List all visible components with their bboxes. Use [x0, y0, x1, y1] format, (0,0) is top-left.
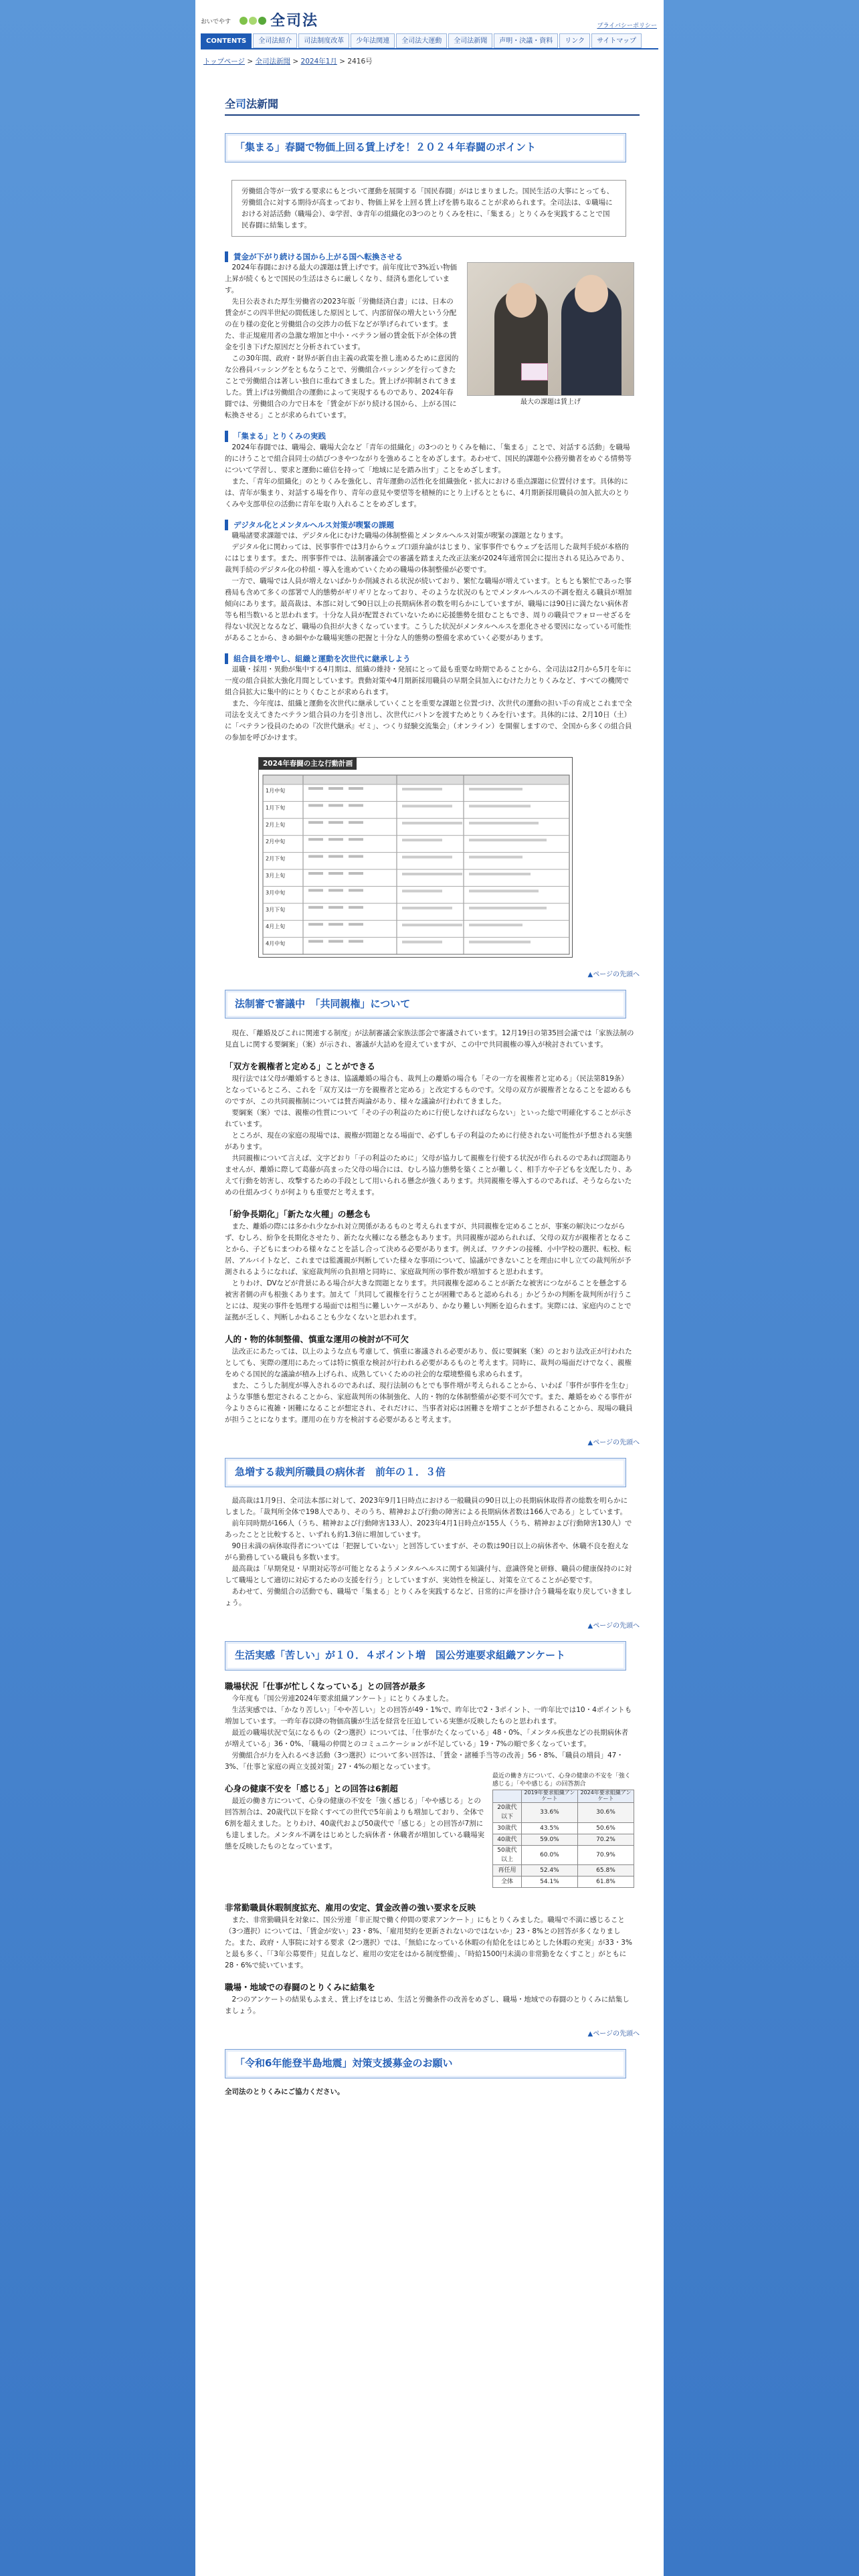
- paragraph: 退職・採用・異動が集中する4月期は、組織の維持・発展にとって最も重要な時期であることから、全司法は2月から5月を年に一度の組合員拡大強化月間としています。貴動対策や4月期新採用職員の早期全員加入にむけた力とりくみなど、すべての機関で組合員拡大に集中的にとりくむことが求められます。: [225, 665, 632, 696]
- article5-title: 「令和6年能登半島地震」対策支援募金のお願い: [225, 2049, 626, 2078]
- schedule-row-label: 2月中旬: [266, 838, 286, 845]
- nav-item-campaign[interactable]: 全司法大運動: [396, 33, 447, 48]
- schedule-row-label: 3月上旬: [266, 872, 286, 879]
- article4-section3-heading: 非常勤職員休暇制度拡充、雇用の安定、賃金改善の強い要求を反映: [225, 1903, 476, 1913]
- paragraph: 90日未満の病休取得者については「把握していない」と回答していますが、その数は90日以上の病休者や、休職不良を抱えながら勤務している職員も多数います。: [225, 1542, 629, 1562]
- paragraph: また、「青年の組織化」のとりくみを強化し、青年運動の活性化を組織強化・拡大における重点課題に位置付けます。具体的には、青年が集まり、対話する場を作り、青年の意見や要望等を積極的にとり上げるとともに、4月期新採用職員の加入拡大のとりくみや支部単位の活動に青年を取り入れることをめざします。: [225, 477, 630, 508]
- site-logo[interactable]: 全司法: [270, 13, 319, 29]
- paragraph: 最高裁は「早期発見・早期対応等が可能となるようメンタルヘルスに関する知識付与、意識啓発と研修、職員の健康保持のに対して職場として適切に対応するための支援を行う」としていますが、実効性を検証し、対策を立てることが必要です。: [225, 1565, 632, 1585]
- nav-item-statements[interactable]: 声明・決議・資料: [494, 33, 558, 48]
- header-tagline: おいでやす: [201, 19, 231, 25]
- article3-body: [225, 1495, 634, 1609]
- paragraph: 労働組合が力を入れるべき活動（3つ選択）について多い回答は、「賃金・諸種手当等の改善」56・8%、「職員の増員」47・3%、「仕事と家庭の両立支援対策」27・4%の順となっています。: [225, 1751, 624, 1771]
- schedule-row-label: 4月上旬: [266, 923, 286, 930]
- site-header: [195, 0, 664, 33]
- photo-caption: 最大の課題は賃上げ: [520, 399, 581, 407]
- paragraph: あわせて、労働組合の活動でも、職場で「集まる」とりくみを実践するなど、日常的に声を掛け合う職場を取り戻していきましょう。: [225, 1588, 632, 1608]
- breadcrumb-top[interactable]: トップページ: [203, 58, 246, 66]
- heading-part3: 法新聞: [246, 97, 279, 110]
- main-nav: [201, 33, 658, 49]
- paragraph: この30年間、政府・財界が新自由主義の政策を推し進めるために意図的な公務員バッシングをともなうことで、労働組合バッシングを行ってきたことで労働組合は著しい独自に重ねてきました。賃上げが抑制されてきました。賃上げは労働組合の運動によって実現するものであり、2024年春闘では、労働組合の力で日本を「賃金が下がり続ける国から、上がる国に転換させる」ことが求められています。: [225, 354, 459, 420]
- back-to-top-link[interactable]: ▲ページの先頭へ: [587, 2030, 640, 2038]
- breadcrumb-newspaper[interactable]: 全司法新聞: [255, 58, 291, 66]
- back-to-top-label: ページの先頭へ: [593, 2030, 640, 2038]
- article2-section1-heading: 「双方を親権者と定める」ことができる: [225, 1061, 376, 1072]
- table-header: 2024年要求組織アンケート: [577, 1790, 634, 1803]
- photo-block: [467, 262, 634, 408]
- schedule-row-label: 4月中旬: [266, 940, 286, 947]
- table-row: 40歳代 59.0% 70.2%: [493, 1834, 634, 1845]
- article4-section1-heading: 職場状況「仕事が忙しくなっている」との回答が最多: [225, 1681, 426, 1691]
- table-row: 50歳代以上 60.0% 70.9%: [493, 1845, 634, 1865]
- paragraph: 職場諸要求課題では、デジタル化にむけた職場の体制整備とメンタルヘルス対策が喫緊の課題となります。: [231, 531, 568, 540]
- nav-item-links[interactable]: リンク: [559, 33, 590, 48]
- schedule-row-label: 1月下旬: [266, 804, 286, 811]
- nav-item-sitemap[interactable]: サイトマップ: [591, 33, 642, 48]
- article2-section2-heading: 「紛争長期化」「新たな火種」の懸念も: [225, 1209, 371, 1220]
- article3-title: 急増する裁判所職員の病休者 前年の１．３倍: [225, 1458, 626, 1487]
- paragraph: 先日公表された厚生労働省の2023年版「労働経済白書」には、日本の賃金がこの四半世紀の間低迷した原因として、内部留保の増大という分配の在り様の変化と労働組合の交渉力の低下などが挙げられています。また、非正規雇用者の急激な増加と中小・ベテラン層の賃金低下が全体の賃金を引き下げた原因だと分析されています。: [225, 298, 457, 352]
- nav-item-contents[interactable]: CONTENTS: [201, 33, 252, 48]
- breadcrumb-month[interactable]: 2024年1月: [300, 58, 337, 66]
- paragraph: 最近の働き方について、心身の健康の不安を「強く感じる」「やや感じる」との回答割合は、20歳代以下を除くすべての世代で5年前よりも増加しており、全体で6割を超えました。とりわけ、40歳代および50歳代で「感じる」との回答が7割にも達しました。メンタル不調をはじめとした病休者・休職者が増加している職場実態を反映したものとなっています。: [225, 1796, 485, 1850]
- paragraph: 生活実感では、「かなり苦しい」「やや苦しい」との回答が49・1%で、昨年比で2・3ポイント、一昨年比では10・4ポイントも増加しています。一昨年春以降の物価高騰が生活を経営を圧迫している実態が反映したものと思われます。: [225, 1705, 632, 1725]
- table-caption: 最近の働き方について、心身の健康の不安を「強く感じる」「やや感じる」の回答割合: [492, 1772, 631, 1788]
- paragraph: また、離婚の際には多かれ少なかれ対立関係があるものと考えられますが、共同親権を定めることが、事案の解決につながらず、むしろ、紛争を長期化させたり、新たな火種になる懸念もあります。共同親権が認められれば、父母の双方が親権者となることから、子どもにまつわる様々なことを話し合って決める必要があります。例えば、ワクチンの接種、小中学校の選択、転校、転居、アルバイトなど、これまでは監護親が判断していた様々な事項について、協議ができないことを理由に申し立ての裁判所が予測されるようになれば、家庭裁判所の負担増と同時に、家庭裁判所の事件数が増加すると思われます。: [225, 1222, 632, 1277]
- nav-item-about[interactable]: 全司法紹介: [253, 33, 297, 48]
- table-row: 30歳代 43.5% 50.6%: [493, 1822, 634, 1834]
- paragraph: また、非常勤職員を対象に、国公労連「非正規で働く仲間の要求アンケート」にもとりくみました。職場で不満に感じること（3つ選択）については、「賃金が安い」23・8%、「雇用契約を更新されないのではないか」23・8%との回答が多くなりました。また、政府・人事院に対する要求（2つ選択）では、「無給になっている休暇の有給化をはじめとした休暇の充実」が33・3%と最も多く、「「3年公募要件」見直しなど、雇用の安定をはかる制度整備」、「時給1500円未満の非常勤をなくすこと」がともに28・6%で続いています。: [225, 1916, 632, 1970]
- article1-section2-heading: 「集まる」とりくみの実践: [225, 431, 634, 441]
- table-header: 2019年要求組織アンケート: [521, 1790, 577, 1803]
- article4-title: 生活実感「苦しい」が１０．４ポイント増 国公労連要求組織アンケート: [225, 1641, 626, 1671]
- paragraph: 共同親権について言えば、文字どおり「子の利益のために」父母が協力して親権を行使する状況が作られるのであれば問題ありませんが、離婚に際して葛藤が高まった父母の場合には、むしろ協力態勢を築くことが難しく、相手方や子どもを支配したり、あえて行動を妨害し、攻撃するための手段として用いられる懸念が強くあります。共同親権を導入するのであれば、そうならないための仕組みづくりが何よりも重要だと考えます。: [225, 1154, 632, 1197]
- article4-section2-heading: 心身の健康不安を「感じる」との回答は6割超: [225, 1783, 398, 1794]
- paragraph: デジタル化に関わっては、民事事件では3月からウェブ口頭弁論がはじまり、家事事件でもウェブを活用した裁判手続が本格的にはじまります。また、刑事事件では、法制審議会での審議を踏まえた改正法案が2024年通常国会に提出される見込みであり、裁判手続のデジタル化の枠組・導入を進めていくための職場の体制整備が必要です。: [225, 542, 629, 574]
- privacy-policy-link[interactable]: プライバシーポリシー: [597, 23, 657, 29]
- paragraph: 一方で、職場では人員が増えないばかりか削減される状況が続いており、繁忙な職場が増えています。ともとも繁忙であった事務局も含めて多くの部署で人的態勢がギリギリとなっており、そのような状況のもとでメンタルヘルスの不調を抱える職員が増加傾向にあります。最高裁は、本部に対して90日以上の長期病休者の数を明らかにしていますが、職場には90日に満たない病休者等も相当数いると思われます。十分な人員が配置されていないために応援態勢を組むこともでき、周りの職員でフォローせざるを得ない状況となるなど、職場の負担が大きくなっています。こうした状況がメンタルヘルスを悪化させる要因になっている可能性があることから、きめ細やかな職場実態の把握と十分な人的態勢の整備を求めていく必要があります。: [225, 576, 632, 642]
- back-to-top-label: ページの先頭へ: [593, 970, 640, 978]
- paragraph: また、こうした制度が導入されるのであれば、現行法制のもとでも事件増が考えられることから、いわば「事件が事件を生む」ような事態も想定されることから、家庭裁判所の体制強化、人的・物的な体制整備が必要不可欠です。また、離婚をめぐる事件が今よりさらに複雑・困難になることが想定され、それだけに、当事者対応は困難さを増すことが予想されることから、現場の職員が担うことになります。運用の在り方を検討する必要があると考えます。: [225, 1382, 633, 1424]
- nav-item-newspaper[interactable]: 全司法新聞: [448, 33, 492, 48]
- schedule-row-label: 1月中旬: [266, 787, 286, 794]
- schedule-row-label: 3月下旬: [266, 906, 286, 913]
- breadcrumb: トップページ > 全司法新聞 > 2024年1月 > 2416号: [203, 58, 373, 66]
- schedule-grid: [259, 758, 573, 958]
- nav-item-judicial-reform[interactable]: 司法制度改革: [298, 33, 349, 48]
- article1-lead: 労働組合等が一致する要求にもとづいて運動を展開する「国民春闘」がはじまりました。国民生活の大事にとっても、労働組合に対する期待が高まっており、物価上昇を上回る賃上げを勝ち取ることが求められます。全司法は、①職場における対話活動（職場会）、②学習、③青年の組織化の3つのとりくみを柱に、「集まる」とりくみを実践することで国民春闘に結集します。: [231, 180, 626, 237]
- logo-dots-icon: [240, 16, 268, 28]
- page: [195, 0, 664, 2576]
- paragraph: 2024年春闘における最大の課題は賃上げです。前年度比で3%近い物価上昇が続くもとで国民の生活はさらに厳しくなり、経済も悪化しています。: [225, 263, 458, 295]
- schedule-row-label: 3月中旬: [266, 889, 286, 896]
- paragraph: 2024年春闘では、職場会、職場大会など「青年の組織化」の3つのとりくみを軸に、「集まる」ことで、対話する活動」を職場的にけうことで組合員同士の結びつきやつながりを強めることをめざします。あわせて、国民的課題や公務労働者をめぐる情勢等について学習し、要求と運動に確信を持って「地域に足を踏み出す」ことをめざします。: [225, 443, 632, 474]
- schedule-chart: [258, 757, 573, 958]
- main-content: [225, 96, 640, 2098]
- breadcrumb-current: 2416号: [347, 58, 373, 66]
- nav-item-juvenile-law[interactable]: 少年法関連: [351, 33, 395, 48]
- newspaper-heading: [225, 96, 640, 116]
- article1-section1-heading: 賃金が下がり続ける国から上がる国へ転換させる: [225, 251, 634, 262]
- schedule-row-label: 2月上旬: [266, 821, 286, 828]
- table-header: [493, 1790, 522, 1803]
- table-header-row: [493, 1790, 634, 1803]
- article1-section4-heading: 組合員を増やし、組織と運動を次世代に継承しよう: [225, 653, 634, 664]
- press-photo: [467, 262, 634, 396]
- paragraph: 最近の職場状況で気になるもの（2つ選択）については、「仕事がたくなっている」48・0%、「メンタル疾患などの長期病休者が増えている」36・0%、「職場の仲間とのコミュニケーションが不足している」19・7%の順で多くなっています。: [225, 1728, 629, 1748]
- heading-part2: 司: [235, 97, 247, 110]
- paragraph: 今年度も「国公労連2024年要求組織アンケート」にとりくみました。: [231, 1694, 454, 1703]
- paragraph: 前年同時期が166人（うち、精神および行動障害133人）、2023年4月1日時点が155人（うち、精神および行動障害130人）であったことと比較すると、いずれも約1.3倍に増加しています。: [225, 1519, 632, 1539]
- back-to-top-link[interactable]: ▲ページの先頭へ: [587, 1622, 640, 1630]
- article1-title: 「集まる」春闘で物価上回る賃上げを！２０２４年春闘のポイント: [225, 133, 626, 163]
- paragraph: ところが、現在の家庭の現場では、親権が問題となる場面で、必ずしも子の利益のために行使されない可能性が予想される実態があります。: [225, 1132, 632, 1152]
- back-to-top-label: ページの先頭へ: [593, 1622, 640, 1630]
- paragraph: 現行法では父母が離婚するときは、協議離婚の場合も、裁判上の離婚の場合も「その一方を親権者と定める」（民法第819条）となっているところ、これを「双方又は一方を親権者と定める」と改定するものです。父母の双方が親権者となることを認めるものですが、この共同親権制については賛否両論があり、様々な議論が行われてきました。: [225, 1075, 632, 1106]
- table-row: 再任用 52.4% 65.8%: [493, 1865, 634, 1876]
- article1-section3-heading: デジタル化とメンタルヘルス対策が喫緊の課題: [225, 520, 634, 530]
- article2-section3-heading: 人的・物的体制整備、慎重な運用の検討が不可欠: [225, 1334, 409, 1345]
- paragraph: 現在、「離婚及びこれに関連する制度」が法制審議会家族法部会で審議されています。12月19日の第35回会議では「家族法制の見直しに関する要綱案」（案）が示され、審議が大詰めを迎えていますが、この中で共同親権の導入が検討されています。: [225, 1029, 634, 1049]
- heading-part1: 全: [225, 97, 236, 110]
- health-survey-table: [492, 1773, 634, 1889]
- paragraph: 2つのアンケートの結果もふまえ、賃上げをはじめ、生活と労働条件の改善をめざし、職場・地域での春闘のとりくみに結集しましょう。: [225, 1996, 630, 2016]
- back-to-top-link[interactable]: ▲ページの先頭へ: [587, 1439, 640, 1447]
- article2-title: 法制審で審議中 「共同親権」について: [225, 990, 626, 1019]
- paragraph: 最高裁は1月9日、全司法本部に対して、2023年9月1日時点における一般職員の90日以上の長期病休取得者の総数を明らかにしました。「裁判所全体で198人であり、そのうち、精神および行動の障害による長期病休者数は166人である」としています。: [225, 1497, 628, 1517]
- paragraph: とりわけ、DVなどが背景にある場合が大きな問題となります。共同親権を認めることが新たな被害につながることを懸念する被害者側の声も根強くあります。加えて「共同して親権を行うことが困難であると認められる」かどうかの判断を裁判所が行うことには、現実の事件を処理する場面では相当に難しいケースがあり、かなり難しい判断を迫られます。実際には、家庭内のことで証拠が乏しく、判断しかねることも少なくないと思われます。: [225, 1279, 632, 1322]
- article4-section4-heading: 職場・地域での春闘のとりくみに結集を: [225, 1982, 376, 1993]
- paragraph: 要綱案（案）では、親権の性質について「その子の利益のために行使しなければならない」といった総で明確化することが示されています。: [225, 1109, 632, 1129]
- schedule-row-label: 2月下旬: [266, 855, 286, 862]
- paragraph: また、今年度は、組織と運動を次世代に継承していくことを重要な課題と位置づけ、次世代の運動の担い手の育成とこれまで全司法を支えてきたベテラン組合員の力を引き出し、次世代にバトンを渡すためとりくみを行います。具体的には、2月10日（土）に「ベテラン役員のための『次世代継承』ゼミ」、つくり経験交流集会」（オンライン）を開催しますので、全国から多くの組合員の参加を呼びかけます。: [225, 699, 632, 742]
- paragraph: 法改正にあたっては、以上のような点も考慮して、慎重に審議される必要があり、仮に要綱案（案）のとおり法改正が行われたとしても、実際の運用にあたっては特に慎重な検討が行われる必要があるものと考えます。同時に、裁判の場面だけでなく、親権をめぐる国民的な議論が積み上げられ、成熟していくための社会的な環境整備も求められます。: [225, 1348, 632, 1379]
- back-to-top-link[interactable]: ▲ページの先頭へ: [587, 970, 640, 978]
- back-to-top-label: ページの先頭へ: [593, 1439, 640, 1447]
- table-row: 20歳代以下 33.6% 30.6%: [493, 1802, 634, 1822]
- schedule-title: 2024年春闘の主な行動計画: [259, 758, 357, 770]
- table-row: 全体 54.1% 61.8%: [493, 1876, 634, 1888]
- paragraph: 全司法のとりくみにご協力ください。: [225, 2088, 345, 2097]
